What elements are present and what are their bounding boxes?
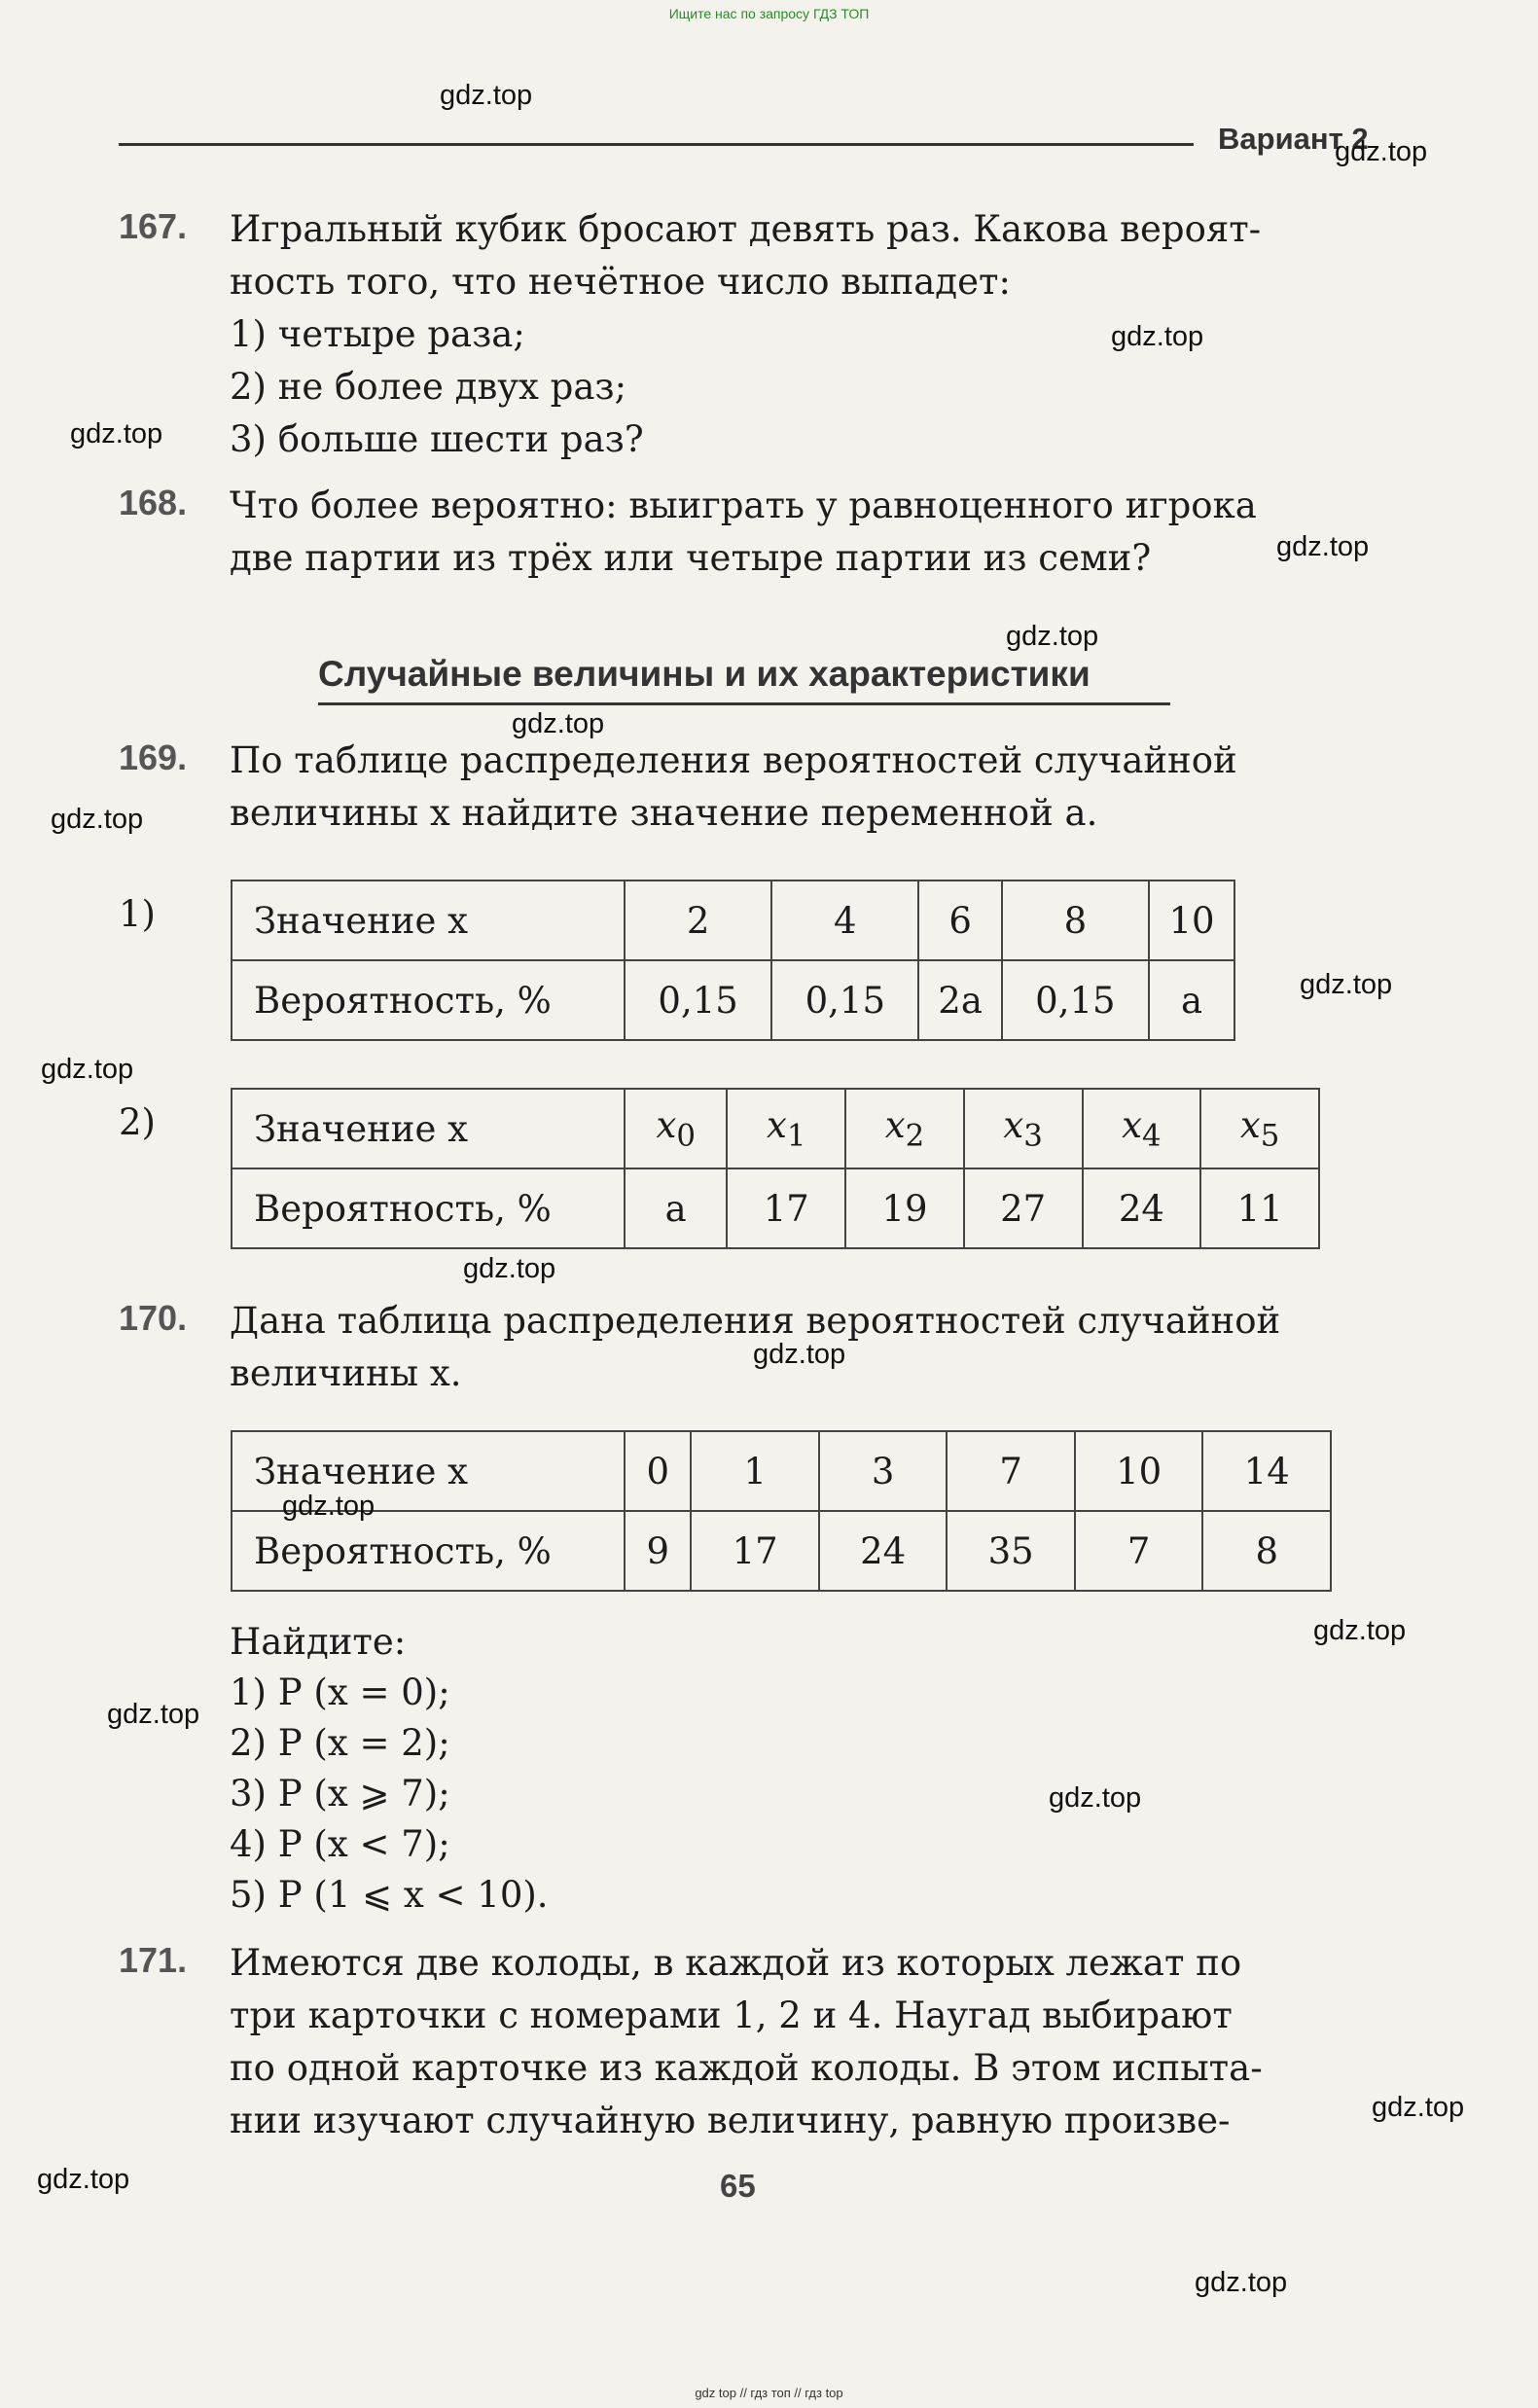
var-x: x xyxy=(884,1103,906,1146)
table-cell: 0,15 xyxy=(1002,960,1149,1040)
subscript: 2 xyxy=(905,1118,925,1154)
table-cell: 2a xyxy=(918,960,1001,1040)
table-cell: 1 xyxy=(691,1431,819,1511)
section-title: Случайные величины и их характеристики xyxy=(318,654,1091,694)
top-note: Ищите нас по запросу ГДЗ ТОП xyxy=(668,6,870,21)
watermark: gdz.top xyxy=(1335,136,1428,167)
problem-169-number: 169. xyxy=(119,737,188,777)
subscript: 1 xyxy=(786,1118,806,1154)
header-rule xyxy=(119,143,1194,146)
table-row xyxy=(232,1089,1319,1168)
table-row xyxy=(232,960,1234,1040)
table-cell: 8 xyxy=(1202,1511,1331,1591)
var-x: x xyxy=(1239,1103,1261,1146)
table-cell: 6 xyxy=(918,881,1001,960)
find-item: 1) P (x = 0); xyxy=(230,1671,450,1713)
find-item: 5) P (1 ⩽ x < 10). xyxy=(230,1874,549,1916)
problem-171-line: нии изучают случайную величину, равную произве- xyxy=(230,2100,1231,2141)
table-cell: 7 xyxy=(947,1431,1075,1511)
distribution-table-2 xyxy=(231,1088,1320,1249)
problem-167-line: ность того, что нечётное число выпадет: xyxy=(230,261,1011,303)
table-row xyxy=(232,1168,1319,1248)
problem-171-line: по одной карточке из каждой колоды. В этом испыта- xyxy=(230,2047,1263,2089)
table-cell: 9 xyxy=(625,1511,691,1591)
page-number: 65 xyxy=(720,2168,756,2204)
table-cell: 0,15 xyxy=(771,960,918,1040)
table-cell xyxy=(1200,1089,1319,1168)
watermark: gdz.top xyxy=(70,418,163,449)
watermark: gdz.top xyxy=(1049,1782,1142,1814)
table-cell: 24 xyxy=(819,1511,948,1591)
table-cell: 2 xyxy=(625,881,771,960)
table-cell: Значение x xyxy=(232,1431,625,1511)
subscript: 4 xyxy=(1142,1118,1162,1154)
table-cell xyxy=(845,1089,964,1168)
table-cell xyxy=(1083,1089,1201,1168)
watermark: gdz.top xyxy=(282,1491,376,1522)
table-cell: 17 xyxy=(691,1511,819,1591)
watermark: gdz.top xyxy=(1276,531,1370,562)
table-cell: 11 xyxy=(1200,1168,1319,1248)
watermark: gdz.top xyxy=(440,80,533,111)
watermark: gdz.top xyxy=(1300,969,1393,1000)
table-cell: Значение x xyxy=(232,1089,625,1168)
var-x: x xyxy=(766,1103,787,1146)
find-label: Найдите: xyxy=(230,1621,407,1663)
table-row xyxy=(232,1431,1331,1511)
problem-169-text: величины x найдите значение переменной a. xyxy=(230,792,1098,834)
table-cell: 10 xyxy=(1075,1431,1203,1511)
problem-169-line: По таблице распределения вероятностей случайной xyxy=(230,739,1237,781)
table-cell: a xyxy=(625,1168,727,1248)
problem-171-line: три карточки с номерами 1, 2 и 4. Наугад выбирают xyxy=(230,1995,1233,2036)
table-cell: 35 xyxy=(947,1511,1075,1591)
section-underline xyxy=(318,702,1170,705)
table-row xyxy=(232,1511,1331,1591)
watermark: gdz.top xyxy=(1195,2267,1288,2298)
table-cell: Вероятность, % xyxy=(232,1511,625,1591)
subscript: 5 xyxy=(1260,1118,1280,1154)
variant-label: Вариант 2 xyxy=(1218,122,1369,156)
watermark: gdz.top xyxy=(51,804,144,835)
watermark: gdz.top xyxy=(41,1054,134,1085)
table-row xyxy=(232,881,1234,960)
table-cell: 7 xyxy=(1075,1511,1203,1591)
watermark: gdz.top xyxy=(1006,621,1099,652)
table-cell: 14 xyxy=(1202,1431,1331,1511)
table-cell: Вероятность, % xyxy=(232,960,625,1040)
watermark: gdz.top xyxy=(107,1699,200,1730)
problem-168-number: 168. xyxy=(119,483,188,522)
problem-170-line: величины x. xyxy=(230,1352,462,1394)
var-x: x xyxy=(656,1103,677,1146)
table-cell: 19 xyxy=(845,1168,964,1248)
problem-167-line: 1) четыре раза; xyxy=(230,313,525,355)
find-item: 3) P (x ⩾ 7); xyxy=(230,1773,450,1815)
table-cell: 10 xyxy=(1149,881,1234,960)
table-1-label: 1) xyxy=(119,893,156,935)
table-2-label: 2) xyxy=(119,1101,156,1143)
table-cell: Вероятность, % xyxy=(232,1168,625,1248)
table-cell: 3 xyxy=(819,1431,948,1511)
watermark: gdz.top xyxy=(1372,2092,1465,2123)
problem-168-line: две партии из трёх или четыре партии из семи? xyxy=(230,537,1152,579)
distribution-table-3 xyxy=(231,1430,1332,1592)
bottom-note: gdz top // гдз топ // гдз top xyxy=(695,2386,843,2400)
watermark: gdz.top xyxy=(463,1253,556,1284)
find-item: 4) P (x < 7); xyxy=(230,1823,450,1865)
table-cell: 24 xyxy=(1083,1168,1201,1248)
problem-167-number: 167. xyxy=(119,206,188,246)
problem-167-line: 2) не более двух раз; xyxy=(230,366,627,408)
watermark: gdz.top xyxy=(1111,321,1204,352)
table-cell: 17 xyxy=(727,1168,845,1248)
problem-171-line: Имеются две колоды, в каждой из которых лежат по xyxy=(230,1942,1242,1984)
problem-170-number: 170. xyxy=(119,1298,188,1338)
watermark: gdz.top xyxy=(37,2164,130,2195)
table-cell xyxy=(625,1089,727,1168)
table-cell: 0,15 xyxy=(625,960,771,1040)
table-cell: 0 xyxy=(625,1431,691,1511)
problem-168-line: Что более вероятно: выиграть у равноценного игрока xyxy=(230,485,1257,526)
watermark: gdz.top xyxy=(512,708,605,739)
table-cell xyxy=(964,1089,1083,1168)
problem-167-line: 3) больше шести раз? xyxy=(230,418,644,460)
find-item: 2) P (x = 2); xyxy=(230,1722,450,1764)
subscript: 3 xyxy=(1023,1118,1043,1154)
table-cell: Значение x xyxy=(232,881,625,960)
table-cell xyxy=(727,1089,845,1168)
problem-169-line xyxy=(230,788,1097,839)
subscript: 0 xyxy=(676,1118,696,1154)
problem-171-number: 171. xyxy=(119,1940,188,1980)
distribution-table-1 xyxy=(231,880,1235,1041)
table-cell: 4 xyxy=(771,881,918,960)
table-cell: 27 xyxy=(964,1168,1083,1248)
problem-170-line: Дана таблица распределения вероятностей случайной xyxy=(230,1300,1281,1342)
var-x: x xyxy=(1003,1103,1024,1146)
watermark: gdz.top xyxy=(1313,1615,1407,1646)
table-cell: 8 xyxy=(1002,881,1149,960)
watermark: gdz.top xyxy=(753,1339,846,1370)
var-x: x xyxy=(1122,1103,1143,1146)
table-cell: a xyxy=(1149,960,1234,1040)
problem-167-line: Игральный кубик бросают девять раз. Какова вероят- xyxy=(230,208,1262,250)
